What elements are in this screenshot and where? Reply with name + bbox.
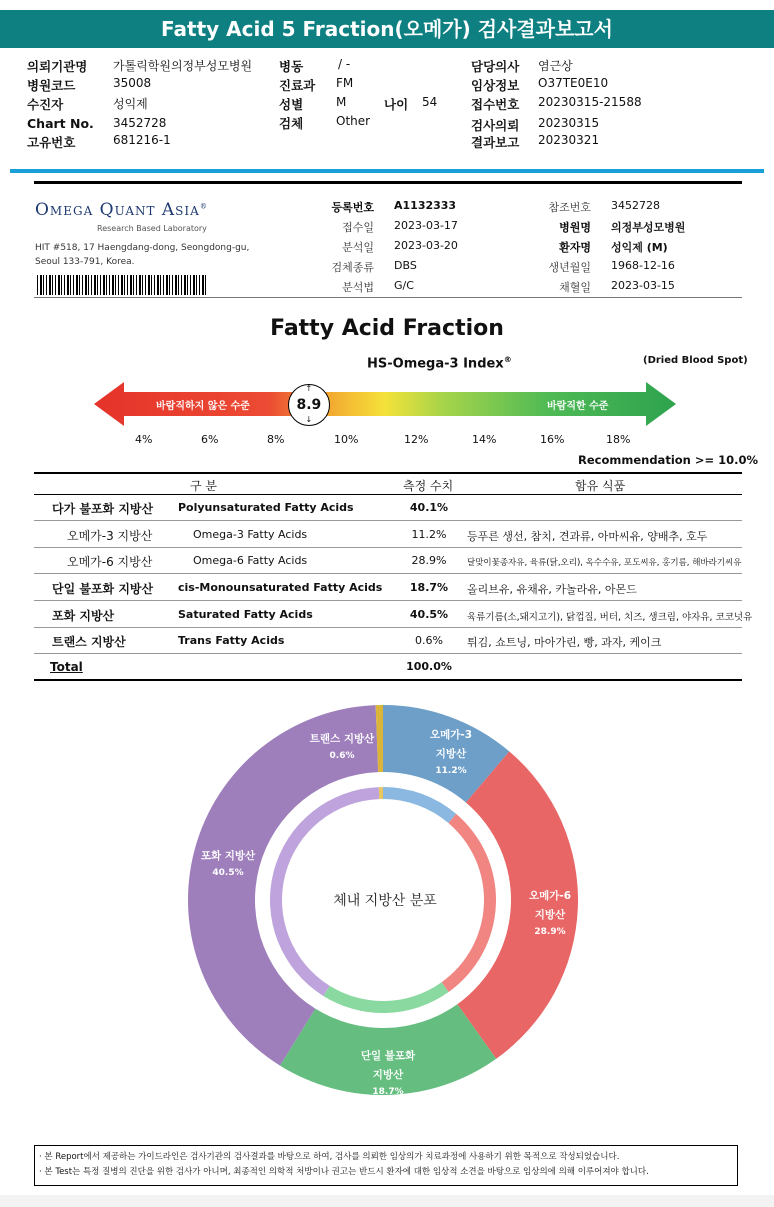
- donut-value-trans: 0.6%: [329, 751, 355, 761]
- table-top-rule: [34, 472, 742, 474]
- gauge-value: 8.9: [296, 397, 322, 413]
- row-total-value: 100.0%: [406, 660, 452, 673]
- receipt-no-value: 20230315-21588: [538, 95, 642, 109]
- table-bottom-rule: [34, 679, 742, 681]
- donut-slice-omega6: [457, 751, 578, 1058]
- doctor-value: 염근상: [538, 59, 573, 73]
- row-trans-kor: 트랜스 지방산: [52, 635, 126, 649]
- recommendation: Recommendation >= 10.0%: [578, 453, 759, 467]
- analysis-date-label: 분석일: [342, 241, 374, 254]
- hospital-code-value: 35008: [113, 76, 152, 90]
- row-omega6-food: 달맞이꽃종자유, 육류(닭,오리), 옥수수유, 포도씨유, 홍기름, 해바라기씨유: [467, 558, 742, 568]
- disclaimer-box: [34, 1145, 738, 1186]
- patient-label: 수진자: [27, 97, 64, 112]
- donut-label-mufa: 단일 불포화: [360, 1050, 416, 1062]
- table-row-rule: [34, 520, 742, 521]
- sample-type: (Dried Blood Spot): [643, 355, 748, 366]
- index-subtitle-text: HS-Omega-3 Index: [367, 356, 504, 372]
- reg-no-label: 등록번호: [331, 201, 374, 214]
- row-pufa-kor: 다가 불포화 지방산: [52, 502, 154, 516]
- patient-name-value: 성익제 (M): [611, 241, 668, 254]
- hospital-name-value: 의정부성모병원: [611, 221, 686, 234]
- hospital-code-label: 병원코드: [27, 78, 76, 93]
- result-date-value: 20230321: [538, 133, 600, 147]
- table-header-value: 측정 수치: [403, 479, 454, 493]
- lab-address-line1: HIT #518, 17 Haengdang-dong, Seongdong-gu,: [35, 243, 250, 253]
- gauge-marker: [288, 384, 330, 426]
- row-pufa-value: 40.1%: [409, 501, 449, 514]
- tick-14: 14%: [472, 433, 497, 446]
- lab-logo-text: Omega Quant Asia: [35, 200, 200, 220]
- ref-no-label: 참조번호: [548, 201, 591, 214]
- row-omega6-value: 28.9%: [411, 554, 447, 567]
- table-header-food: 함유 식품: [575, 479, 626, 493]
- inner-ring-slice-mufa: [323, 982, 448, 1013]
- row-sfa-kor: 포화 지방산: [52, 609, 115, 623]
- row-mufa-kor: 단일 불포화 지방산: [52, 582, 154, 596]
- card-top-border: [34, 181, 742, 184]
- dob-label: 생년월일: [548, 261, 591, 274]
- section-title: Fatty Acid Fraction: [270, 316, 504, 341]
- barcode: [37, 275, 207, 295]
- table-row-rule: [34, 600, 742, 601]
- analysis-date-value: 2023-03-20: [394, 239, 458, 252]
- down-arrow-icon: ↓: [305, 415, 313, 424]
- inner-ring-slice-omega3: [383, 787, 456, 823]
- receipt-no-label: 접수번호: [471, 97, 520, 112]
- donut-label-omega6: 지방산: [534, 909, 566, 921]
- row-sfa-eng: Saturated Fatty Acids: [178, 608, 313, 621]
- collect-date-label: 채혈일: [559, 281, 591, 294]
- ward-label: 병동: [279, 59, 304, 74]
- doctor-label: 담당의사: [471, 59, 520, 74]
- clinical-label: 임상정보: [471, 78, 520, 93]
- section-divider: [10, 169, 764, 173]
- row-trans-value: 0.6%: [415, 634, 443, 647]
- report-title: Fatty Acid 5 Fraction(오메가) 검사결과보고서: [0, 10, 774, 48]
- collect-date-value: 2023-03-15: [611, 279, 675, 292]
- donut-label-trans: 트랜스 지방산: [309, 733, 375, 745]
- tick-16: 16%: [540, 433, 565, 446]
- table-row-rule: [34, 653, 742, 654]
- row-pufa-eng: Polyunsaturated Fatty Acids: [178, 501, 354, 514]
- reg-no-value: A1132333: [394, 199, 457, 212]
- row-omega6-kor: 오메가-6 지방산: [67, 555, 153, 569]
- clinical-value: O37TE0E10: [538, 76, 609, 90]
- gauge-right-label: 바람직한 수준: [547, 401, 609, 412]
- donut-value-sfa: 40.5%: [212, 868, 244, 878]
- result-date-label: 결과보고: [471, 135, 520, 150]
- unique-no-label: 고유번호: [27, 135, 76, 150]
- dept-value: FM: [336, 76, 354, 90]
- row-omega3-eng: Omega-3 Fatty Acids: [193, 528, 308, 541]
- donut-label-sfa: 포화 지방산: [200, 850, 256, 862]
- receipt-date-value: 2023-03-17: [394, 219, 458, 232]
- inner-ring-slice-sfa: [270, 787, 379, 996]
- lab-address-line2: Seoul 133-791, Korea.: [35, 257, 135, 267]
- row-total-label: Total: [50, 660, 83, 674]
- tick-4: 4%: [135, 433, 153, 446]
- lab-logo: [35, 200, 208, 220]
- dob-value: 1968-12-16: [611, 259, 675, 272]
- age-value: 54: [422, 95, 438, 109]
- age-label: 나이: [384, 97, 409, 112]
- card-bottom-border: [34, 297, 742, 298]
- specimen-value: Other: [336, 114, 371, 128]
- chart-no-label: Chart No.: [27, 116, 94, 131]
- specimen-type-label: 검체종류: [331, 261, 374, 274]
- tick-8: 8%: [267, 433, 285, 446]
- donut-label-omega3: 오메가-3: [429, 729, 473, 741]
- ref-no-value: 3452728: [611, 199, 660, 212]
- table-row-rule: [34, 573, 742, 574]
- lab-logo-registered: ®: [199, 202, 208, 211]
- donut-label-omega6: 오메가-6: [528, 890, 572, 902]
- donut-label-mufa: 지방산: [372, 1069, 404, 1081]
- disclaimer-line: · 본 Report에서 제공하는 가이드라인은 검사기관의 검사결과를 바탕으로 하여, 검사를 의뢰한 임상의가 치료과정에 사용하기 위한 목적으로 작성되었습니다.: [39, 1152, 620, 1162]
- institution-value: 가톨릭학원의정부성모병원: [113, 59, 253, 73]
- specimen-type-value: DBS: [394, 259, 417, 272]
- row-sfa-value: 40.5%: [409, 608, 449, 621]
- hospital-name-label: 병원명: [559, 221, 591, 234]
- index-subtitle: [367, 355, 512, 371]
- row-mufa-value: 18.7%: [409, 581, 449, 594]
- inner-ring-slice-omega6: [442, 814, 496, 992]
- fatty-acid-donut-chart: [0, 700, 774, 1130]
- dept-label: 진료과: [279, 78, 316, 93]
- method-label: 분석법: [342, 281, 374, 294]
- row-trans-eng: Trans Fatty Acids: [178, 634, 285, 647]
- donut-label-omega3: 지방산: [435, 748, 467, 760]
- donut-value-omega6: 28.9%: [534, 927, 566, 937]
- donut-value-mufa: 18.7%: [372, 1087, 404, 1097]
- sex-value: M: [336, 95, 347, 109]
- row-omega3-value: 11.2%: [411, 528, 447, 541]
- row-omega6-eng: Omega-6 Fatty Acids: [193, 554, 308, 567]
- patient-name-label: 환자명: [559, 241, 591, 254]
- tick-12: 12%: [404, 433, 429, 446]
- up-arrow-icon: ↑: [305, 384, 313, 393]
- method-value: G/C: [394, 279, 414, 292]
- index-subtitle-registered: ®: [503, 355, 512, 364]
- row-omega3-kor: 오메가-3 지방산: [67, 529, 153, 543]
- request-date-label: 검사의뢰: [471, 118, 520, 133]
- ward-value: / -: [338, 57, 351, 71]
- gauge-left-label: 바람직하지 않은 수준: [156, 401, 250, 412]
- sex-label: 성별: [279, 97, 304, 112]
- table-row-rule: [34, 547, 742, 548]
- patient-value: 성익제: [113, 97, 148, 111]
- tick-6: 6%: [201, 433, 219, 446]
- table-header-category: 구 분: [190, 479, 217, 493]
- table-header-rule: [34, 494, 742, 495]
- request-date-value: 20230315: [538, 116, 600, 130]
- row-sfa-food: 육류기름(소,돼지고기), 닭껍질, 버터, 치즈, 생크림, 야자유, 코코넛유: [467, 612, 753, 623]
- row-trans-food: 튀김, 쇼트닝, 마아가린, 빵, 과자, 케이크: [467, 636, 662, 649]
- disclaimer-line: · 본 Test는 특정 질병의 진단을 위한 검사가 아니며, 최종적인 의학적 처방이나 권고는 반드시 환자에 대한 임상적 소견을 바탕으로 임상의에 의해 이루어져야 합니다.: [39, 1167, 649, 1177]
- receipt-date-label: 접수일: [342, 221, 374, 234]
- table-row-rule: [34, 627, 742, 628]
- row-mufa-eng: cis-Monounsaturated Fatty Acids: [178, 581, 383, 594]
- specimen-label: 검체: [279, 116, 304, 131]
- tick-10: 10%: [334, 433, 359, 446]
- donut-value-omega3: 11.2%: [435, 766, 467, 776]
- row-mufa-food: 올리브유, 유채유, 카놀라유, 아몬드: [467, 583, 637, 596]
- donut-center-title: 체내 지방산 분포: [333, 893, 437, 909]
- inner-ring-slice-trans: [379, 787, 383, 799]
- row-omega3-food: 등푸른 생선, 참치, 견과류, 아마씨유, 양배추, 호두: [467, 530, 708, 543]
- unique-no-value: 681216-1: [113, 133, 171, 147]
- tick-18: 18%: [606, 433, 631, 446]
- institution-label: 의뢰기관명: [27, 59, 88, 74]
- chart-no-value: 3452728: [113, 116, 167, 130]
- lab-logo-subtitle: Research Based Laboratory: [97, 224, 207, 233]
